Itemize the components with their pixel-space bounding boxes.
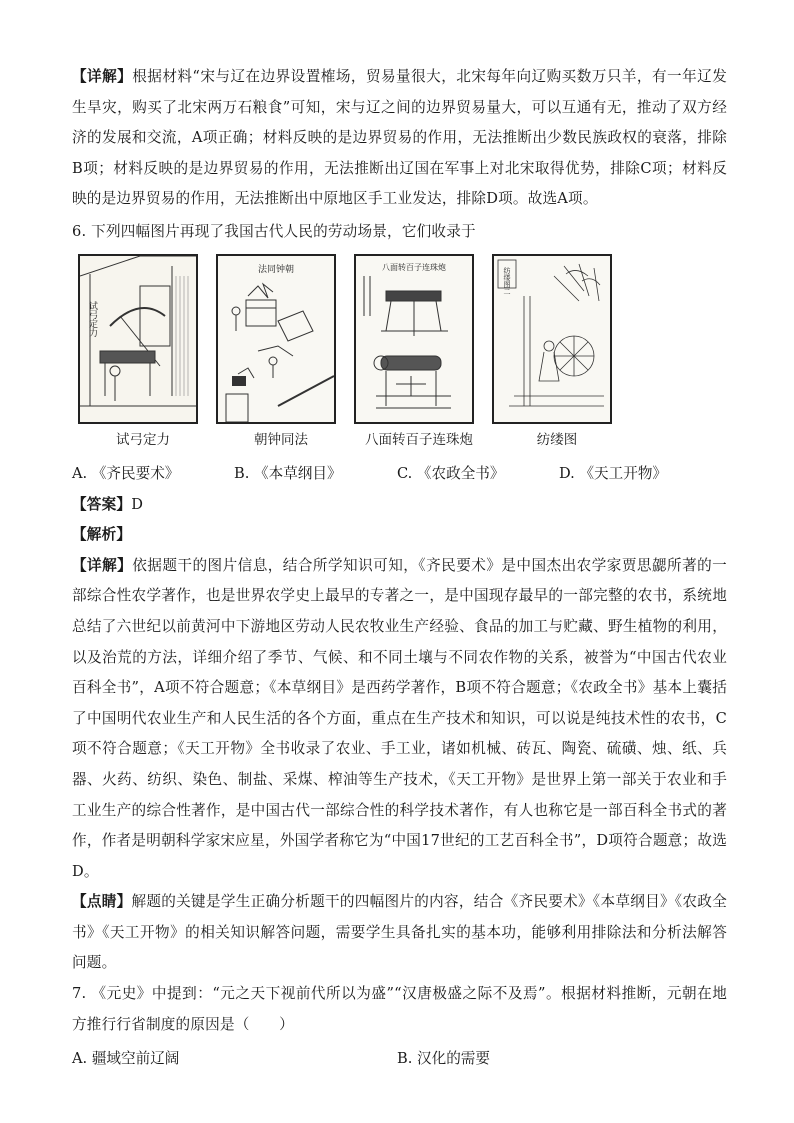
q6-answer-value: D bbox=[131, 495, 144, 513]
q5-detail-text: 根据材料“宋与辽在边界设置榷场，贸易量很大，北宋每年向辽购买数万只羊，有一年辽发生旱灾，购买了北宋两万石粮食”可知，宋与辽之间的边界贸易量大，可以互通有无，推动了双方经济的发展和交流，A项正确；材料反映的是边界贸易的作用，无法推断出少数民族政权的衰落，排除B项；材料反映的是边界贸易的作用，无法推断出辽国在军事上对北宋取得优势，排除C项；材料反映的是边界贸易的作用，无法推断出中原地区手工业发达，排除D项。故选A项。 bbox=[72, 68, 727, 208]
figure-4-inner-label: 纺缕图二 bbox=[503, 266, 511, 295]
q7-option-b[interactable]: B. 汉化的需要 bbox=[397, 1050, 490, 1068]
q6-option-c[interactable]: C. 《农政全书》 bbox=[397, 464, 505, 482]
q5-detail-tag: 【详解】 bbox=[72, 68, 133, 85]
q7-option-a[interactable]: A. 疆域空前辽阔 bbox=[72, 1050, 180, 1068]
q6-option-a[interactable]: A. 《齐民要术》 bbox=[72, 464, 180, 482]
woodcut-bell-casting-image bbox=[216, 254, 336, 424]
q6-note-tag: 【点睛】 bbox=[72, 893, 132, 911]
figure-2-inner-label: 法同钟朝 bbox=[257, 264, 295, 275]
figure-4-caption: 纺缕图 bbox=[536, 431, 578, 448]
q6-options bbox=[72, 459, 727, 490]
woodcut-bow-test-image bbox=[78, 254, 198, 424]
figure-1-inner-label: 试弓定力 bbox=[87, 300, 97, 337]
q6-stem: 6. 下列四幅图片再现了我国古代人民的劳动场景，它们收录于 bbox=[72, 222, 476, 240]
q6-detail bbox=[72, 551, 727, 888]
figure-2-caption: 朝钟同法 bbox=[254, 431, 308, 448]
document-page bbox=[72, 62, 727, 1075]
figure-3-inner-label: 八面转百子连珠炮 bbox=[382, 262, 446, 272]
q6-figure-gallery bbox=[72, 254, 727, 459]
woodcut-spinning-image bbox=[492, 254, 612, 424]
figure-3-caption: 八面转百子连珠炮 bbox=[365, 431, 473, 448]
q6-analysis-tag: 【解析】 bbox=[72, 526, 132, 544]
figure-spinning bbox=[492, 254, 616, 448]
woodcut-cannon-image bbox=[354, 254, 474, 424]
q6-answer bbox=[72, 490, 727, 521]
q7-options bbox=[72, 1044, 727, 1075]
figure-1-caption: 试弓定力 bbox=[116, 431, 170, 448]
figure-bow-test bbox=[78, 254, 202, 448]
q6-option-d[interactable]: D. 《天工开物》 bbox=[559, 464, 668, 482]
q5-detail bbox=[72, 62, 727, 215]
q6-detail-tag: 【详解】 bbox=[72, 556, 133, 574]
q6-answer-tag: 【答案】 bbox=[72, 495, 132, 513]
figure-cannon bbox=[354, 254, 478, 448]
q6-note-text: 解题的关键是学生正确分析题干的四幅图片的内容，结合《齐民要术》《本草纲目》《农政全书》《天工开物》的相关知识解答问题，需要学生具备扎实的基本功，能够利用排除法和分析法解答问题。 bbox=[72, 893, 727, 972]
q6-option-b[interactable]: B. 《本草纲目》 bbox=[234, 464, 342, 482]
q6-note bbox=[72, 887, 727, 979]
figure-bell-casting bbox=[216, 254, 340, 448]
q7-stem: 7. 《元史》中提到：“元之天下视前代所以为盛”“汉唐极盛之际不及焉”。根据材料推断，元朝在地方推行行省制度的原因是（ ） bbox=[72, 985, 727, 1033]
q6-detail-text: 依据题干的图片信息，结合所学知识可知，《齐民要术》是中国杰出农学家贾思勰所著的一部综合性农学著作，也是世界农学史上最早的专著之一，是中国现存最早的一部完整的农书，系统地总结了六世纪以前黄河中下游地区劳动人民农牧业生产经验、食品的加工与贮藏、野生植物的利用，以及治荒的方法，详细介绍了季节、气候、和不同土壤与不同农作物的关系，被誉为“中国古代农业百科全书”，A项不符合题意；《本草纲目》是西药学著作，B项不符合题意；《农政全书》基本上囊括了中国明代农业生产和人民生活的各个方面，重点在生产技术和知识，可以说是纯技术性的农书，C项不符合题意；《天工开物》全书收录了农业、手工业，诸如机械、砖瓦、陶瓷、硫磺、烛、纸、兵器、火药、纺织、染色、制盐、采煤、榨油等生产技术，《天工开物》是世界上第一部关于农业和手工业生产的综合性著作，是中国古代一部综合性的科学技术著作，有人也称它是一部百科全书式的著作，作者是明朝科学家宋应星，外国学者称它为“中国17世纪的工艺百科全书”，D项符合题意；故选D。 bbox=[72, 556, 727, 880]
